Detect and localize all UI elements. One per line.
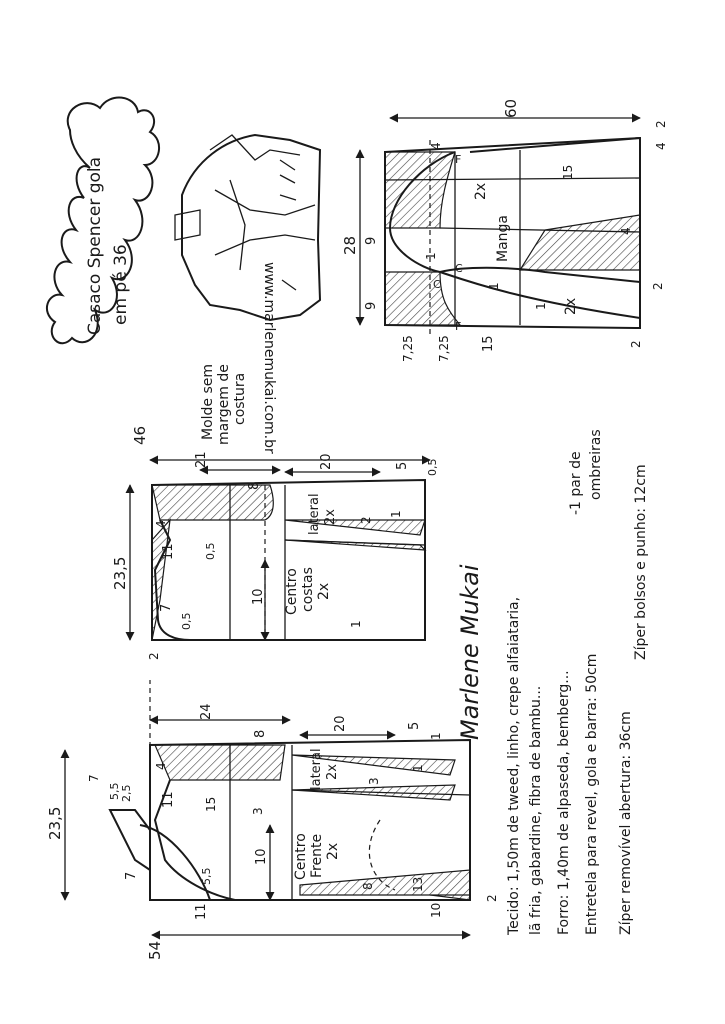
mold-note-line3: costura — [232, 372, 248, 425]
title-line2: em pé 36 — [111, 244, 131, 325]
back-shoulder2: 4 — [154, 520, 168, 528]
sleeve-letter-f1: F — [455, 153, 462, 166]
back-one-a: 1 — [389, 510, 403, 518]
signature-text: Marlene Mukai — [456, 564, 484, 740]
back-label-side: lateral — [307, 493, 322, 535]
front-label-center: Centro — [293, 833, 309, 880]
sleeve-dim-a: 4 — [429, 142, 443, 150]
back-width: 46 — [131, 425, 149, 445]
back-shoulder: 11 — [161, 543, 176, 560]
front-top-b: 8 — [253, 729, 268, 738]
front-collar-a: 7 — [87, 774, 101, 782]
sleeve-dim-l: 7,25 — [437, 335, 451, 362]
front-pattern — [46, 680, 499, 960]
materials-notes — [506, 429, 649, 936]
sleeve-dim-n: 1 — [487, 282, 501, 290]
sleeve-dim-d: 2 — [654, 120, 668, 128]
mold-note-line2: margem de — [216, 364, 232, 445]
sleeve-dim-e: 4 — [654, 142, 668, 150]
title-line1: Casaco Spencer gola — [85, 156, 105, 335]
back-two: 2 — [147, 652, 161, 660]
front-count: 2x — [325, 842, 341, 860]
front-top-d: 5 — [407, 721, 422, 730]
note-6: Zíper bolsos e punho: 12cm — [633, 464, 649, 660]
front-dart3: 3 — [367, 777, 381, 785]
back-arm: 0,5 — [204, 542, 217, 560]
sleeve-letter-c1: C — [455, 262, 463, 275]
back-center: 10 — [251, 588, 266, 605]
back-pattern — [111, 426, 439, 660]
front-side-one: 1 — [411, 764, 425, 772]
front-bottom-d: 10 — [429, 902, 443, 918]
front-height: 23,5 — [46, 806, 64, 840]
sleeve-count-upper: 2x — [473, 182, 489, 200]
back-label-center2: costas — [300, 567, 316, 612]
front-top-e: 1 — [429, 732, 443, 740]
website-text: www.marlenemukai.com.br — [261, 262, 277, 454]
front-center: 10 — [254, 848, 269, 865]
front-dart2: 3 — [251, 807, 265, 815]
sleeve-dim-o: 1 — [534, 302, 548, 310]
front-top-c: 20 — [333, 715, 348, 732]
front-shoulder: 11 — [161, 791, 176, 808]
front-top-a: 24 — [199, 703, 214, 720]
sleeve-dim-h: 1 — [424, 252, 438, 260]
back-top-e: 0,5 — [426, 458, 439, 476]
note-5: Zíper removível abertura: 36cm — [618, 711, 634, 935]
front-bottom-a: 11 — [194, 903, 209, 920]
jacket-sketch — [175, 135, 320, 320]
shoulder-pads-line2: ombreiras — [588, 429, 604, 500]
sleeve-width: 60 — [502, 98, 520, 118]
shoulder-pads-line1: -1 par de — [568, 451, 584, 515]
front-shoulder2: 4 — [154, 762, 168, 770]
sleeve-count-lower: 2x — [563, 297, 579, 315]
front-neck: 7 — [124, 871, 139, 880]
front-label-center2: Frente — [309, 833, 325, 878]
note-2: lã fria, gabardine, fibra de bambu... — [528, 685, 544, 935]
back-count: 2x — [316, 582, 332, 600]
front-dart: 15 — [204, 796, 218, 812]
back-two-b: 2 — [359, 516, 373, 524]
sleeve-dim-k: 7,25 — [401, 335, 415, 362]
front-width: 54 — [146, 940, 164, 960]
front-count-side: 2x — [325, 764, 340, 780]
signature — [456, 564, 484, 740]
back-neck: 7 — [159, 603, 174, 612]
sleeve-cap-height: 28 — [341, 235, 359, 255]
sleeve-dim-g: 2 — [629, 340, 643, 348]
sleeve-letter-c2: C — [433, 278, 441, 291]
mold-note-line1: Molde sem — [200, 363, 216, 440]
sleeve-label: Manga — [495, 215, 511, 262]
front-bottom-b: 8 — [361, 882, 375, 890]
front-bottom-e: 2 — [485, 894, 499, 902]
back-one-b: 1 — [349, 620, 363, 628]
back-neck2: 0,5 — [180, 612, 193, 630]
front-collar-b: 5,5 — [108, 782, 121, 800]
back-height: 23,5 — [111, 556, 129, 590]
back-label-center: Centro — [284, 568, 300, 615]
back-top-c: 20 — [319, 453, 334, 470]
back-count-side: 2x — [323, 509, 338, 525]
sleeve-dim-m: 15 — [481, 335, 496, 352]
sleeve-dim-b: 15 — [561, 164, 575, 180]
sleeve-pattern — [341, 99, 668, 362]
note-1: Tecido: 1,50m de tweed, linho, crepe alfaiataria, — [506, 596, 522, 935]
sleeve-dim-f: 2 — [651, 282, 665, 290]
back-top-a: 21 — [194, 451, 209, 468]
front-collar-d: 5,5 — [200, 867, 213, 885]
title-cloud — [47, 97, 159, 343]
back-top-b: 8 — [247, 481, 262, 490]
note-4: Entretela para revel, gola e barra: 50cm — [584, 653, 600, 935]
front-collar-c: 2,5 — [120, 784, 133, 802]
sleeve-letter-f2: F — [455, 320, 462, 333]
mold-note — [200, 364, 248, 445]
note-3: Forro: 1,40m de alpaseda, bemberg... — [556, 670, 572, 935]
front-label-side: lateral — [309, 748, 324, 790]
front-bottom-c: 13 — [411, 876, 425, 892]
sleeve-dim-j: 9 — [364, 301, 379, 310]
sleeve-dim-i: 9 — [364, 236, 379, 245]
sleeve-dim-c: 4 — [619, 227, 633, 235]
back-top-d: 5 — [395, 461, 410, 470]
